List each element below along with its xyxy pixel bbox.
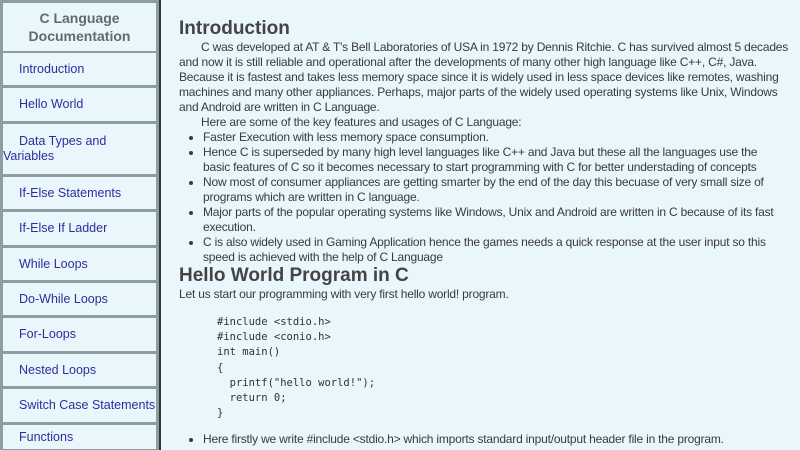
- list-item: • Hence C is superseded by many high level languages like C++ and Java but these all the languages use the basic features of C so it becomes necessary to start programming with C for better understading of concepts: [203, 145, 785, 175]
- sidebar-title: C Language Documentation: [3, 3, 156, 51]
- code-block: #include <stdio.h> #include <conio.h> int main() { printf("hello world!"); return 0; }: [217, 316, 376, 420]
- hello-list: [179, 432, 795, 447]
- list-item: • Faster Execution with less memory space consumption.: [203, 130, 785, 145]
- sidebar-item-nested-loops[interactable]: Nested Loops: [3, 354, 156, 386]
- sidebar-item-functions[interactable]: Functions: [3, 425, 156, 449]
- sidebar-item-data-types[interactable]: Data Types and Variables: [3, 124, 156, 174]
- list-item: • Major parts of the popular operating systems like Windows, Unix and Android are written in C because of its fast execution.: [203, 205, 785, 235]
- sidebar-item-do-while-loops[interactable]: Do-While Loops: [3, 283, 156, 315]
- sidebar-item-introduction[interactable]: Introduction: [3, 53, 156, 85]
- intro-paragraph: C was developed at AT & T's Bell Laboratories of USA in 1972 by Dennis Ritchie. C has survived almost 5 decades and now it is still reliable and operational after the developments of many other high language like C++, C#, Java. Because it is fastest and takes less memory space since it is widely used in less space devices like remotes, washing machines and many other appliances. Perhaps, major parts of the widely used operating systems like Unix, Windows and Android are written in C Language.: [179, 40, 789, 114]
- sidebar-item-if-else[interactable]: If-Else Statements: [3, 177, 156, 209]
- list-item: • Now most of consumer appliances are getting smarter by the end of the day this becuase of very small size of programs which are written in C language.: [203, 175, 785, 205]
- features-list: [179, 130, 795, 265]
- intro-heading: Introduction: [179, 18, 290, 39]
- list-item: • Here firstly we write #include <stdio.h> which imports standard input/output header file in the program.: [203, 432, 785, 447]
- list-item: • C is also widely used in Gaming Application hence the games needs a quick response at the user input so this speed is achieved with the help of C Language: [203, 235, 785, 265]
- sidebar-item-switch-case[interactable]: Switch Case Statements: [3, 389, 156, 421]
- sidebar-item-if-else-ladder[interactable]: If-Else If Ladder: [3, 212, 156, 244]
- sidebar-item-for-loops[interactable]: For-Loops: [3, 318, 156, 350]
- sidebar-item-while-loops[interactable]: While Loops: [3, 248, 156, 280]
- hello-heading: Hello World Program in C: [179, 265, 409, 286]
- hello-paragraph: Let us start our programming with very first hello world! program.: [179, 287, 509, 301]
- sidebar-item-hello-world[interactable]: Hello World: [3, 88, 156, 120]
- intro-lead: Here are some of the key features and usages of C Language:: [201, 115, 522, 129]
- main-content: [161, 0, 800, 447]
- sidebar: [0, 0, 161, 450]
